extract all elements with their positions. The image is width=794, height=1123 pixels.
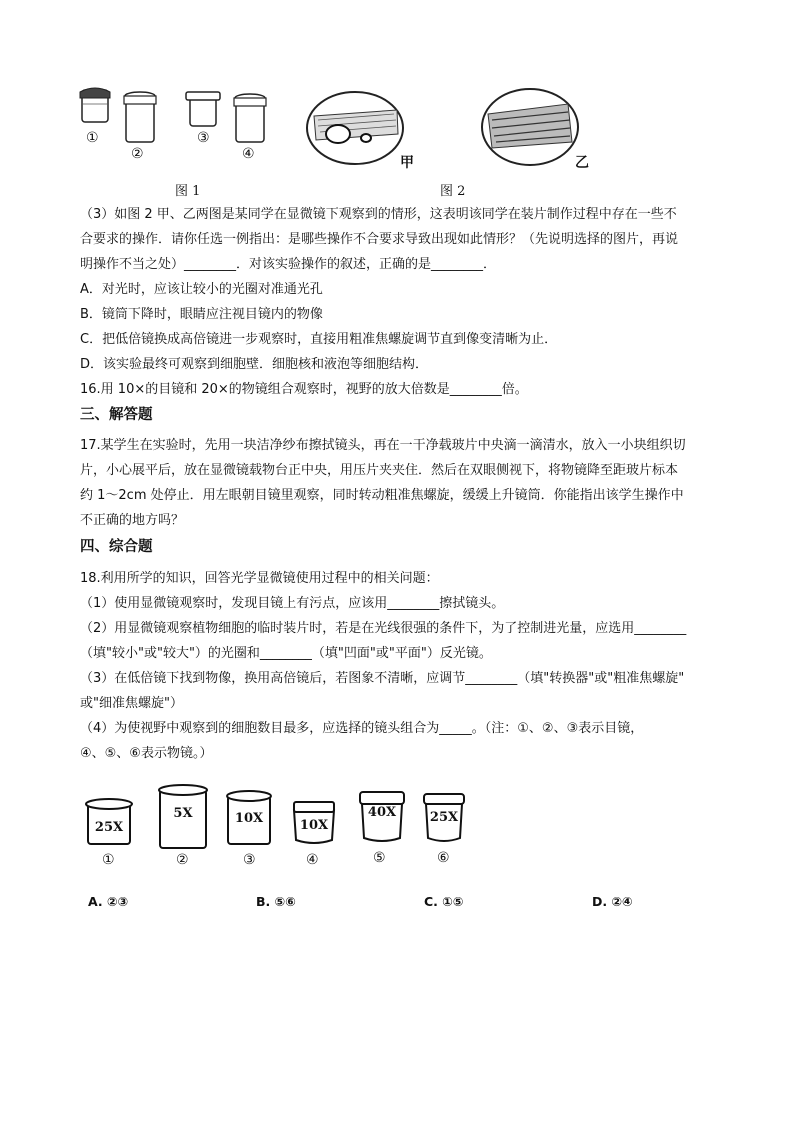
figure-2-view-yi (478, 84, 588, 170)
q15-3-line-1: （3）如图 2 甲、乙两图是某同学在显微镜下观察到的情形，这表明该同学在装片制作过程中存在一些不 (80, 207, 677, 222)
lens-number-1: ① (102, 852, 115, 868)
q18-part-2-line-2: （填"较小"或"较大"）的光圈和________（填"凹面"或"平面"）反光镜。 (80, 646, 492, 661)
q18-part-3-line-2: 或"细准焦螺旋"） (80, 696, 183, 711)
q18-part-4-line-2: ④、⑤、⑥表示物镜。） (80, 746, 213, 761)
lens-5 (360, 792, 404, 841)
q18-stem: 18.利用所学的知识，回答光学显微镜使用过程中的相关问题： (80, 571, 439, 586)
figure-1-lens-3 (186, 92, 220, 126)
figure-2-label-yi: 乙 (575, 155, 589, 171)
q17-line-4: 不正确的地方吗？ (80, 513, 185, 528)
lens-1 (86, 799, 132, 844)
q15-3-line-2: 合要求的操作．请你任选一例指出：是哪些操作不合要求导致出现如此情形？（先说明选择的图片，再说 (80, 232, 679, 247)
choice-c[interactable]: C. ①⑤ (424, 894, 464, 909)
q15-3-line-3: 明操作不当之处）________．对该实验操作的叙述，正确的是________． (80, 257, 497, 272)
figure-1-lens-1 (80, 88, 110, 122)
figure-1-lens-4 (234, 94, 266, 142)
lens-2-mark: 5X (173, 806, 193, 821)
q17-line-2: 片，小心展平后，放在显微镜载物台正中央，用压片夹夹住．然后在双眼侧视下，将物镜降至距玻片标本 (80, 463, 679, 478)
figure-2-label-jia: 甲 (400, 155, 414, 171)
section-3-heading: 三、解答题 (80, 407, 153, 423)
lens-3 (227, 791, 271, 844)
figure-1-caption: 图 1 (175, 184, 201, 199)
lens-4 (294, 802, 334, 843)
figure-1-lens-2 (124, 92, 156, 142)
figure-1-objectives (70, 82, 290, 172)
q17-line-1: 17.某学生在实验时，先用一块洁净纱布擦拭镜头，再在一干净载玻片中央滴一滴清水，放入一小块组织切 (80, 438, 686, 453)
figure-1-label-2: ② (131, 146, 144, 162)
choice-a[interactable]: A. ②③ (88, 894, 129, 909)
lens-6-mark: 25X (429, 810, 459, 825)
q15-option-c: C．把低倍镜换成高倍镜进一步观察时，直接用粗准焦螺旋调节直到像变清晰为止． (80, 332, 558, 347)
q18-part-3-line-1: （3）在低倍镜下找到物像，换用高倍镜后，若图象不清晰，应调节________（填"转换器"或"粗准焦螺旋" (80, 671, 685, 686)
q18-part-2-line-1: （2）用显微镜观察植物细胞的临时装片时，若是在光线很强的条件下，为了控制进光量，应选用________ (80, 621, 687, 636)
figure-2-caption: 图 2 (440, 184, 466, 199)
lens-figure (80, 780, 480, 850)
choice-d[interactable]: D. ②④ (592, 894, 633, 909)
section-4-heading: 四、综合题 (80, 539, 153, 555)
lens-2 (159, 785, 207, 848)
q15-option-d: D．该实验最终可观察到细胞壁．细胞核和液泡等细胞结构． (80, 357, 429, 372)
q15-option-b: B．镜筒下降时，眼睛应注视目镜内的物像 (80, 307, 323, 322)
lens-number-2: ② (176, 852, 189, 868)
q17-line-3: 约 1～2cm 处停止．用左眼朝目镜里观察，同时转动粗准焦螺旋，缓缓上升镜筒．你能指出该学生操作中 (80, 488, 684, 503)
figure-1-label-3: ③ (197, 130, 210, 146)
lens-5-mark: 40X (367, 805, 397, 820)
lens-1-mark: 25X (94, 820, 124, 835)
q18-part-4-line-1: （4）为使视野中观察到的细胞数目最多，应选择的镜头组合为_____。（注：①、②、③表示目镜， (80, 721, 644, 736)
q15-option-a: A．对光时，应该让较小的光圈对准通光孔 (80, 282, 323, 297)
lens-4-mark: 10X (299, 818, 329, 833)
lens-number-4: ④ (306, 852, 319, 868)
lens-number-3: ③ (243, 852, 256, 868)
figure-1-label-4: ④ (242, 146, 255, 162)
lens-3-mark: 10X (234, 811, 264, 826)
figure-2-view-jia (302, 88, 412, 168)
q16-text: 16.用 10×的目镜和 20×的物镜组合观察时，视野的放大倍数是________倍。 (80, 382, 528, 397)
choice-b[interactable]: B. ⑤⑥ (256, 894, 296, 909)
figure-1-label-1: ① (86, 130, 99, 146)
lens-6 (424, 794, 464, 841)
q18-part-1: （1）使用显微镜观察时，发现目镜上有污点，应该用________擦拭镜头。 (80, 596, 505, 611)
lens-number-5: ⑤ (373, 850, 386, 866)
lens-number-6: ⑥ (437, 850, 450, 866)
